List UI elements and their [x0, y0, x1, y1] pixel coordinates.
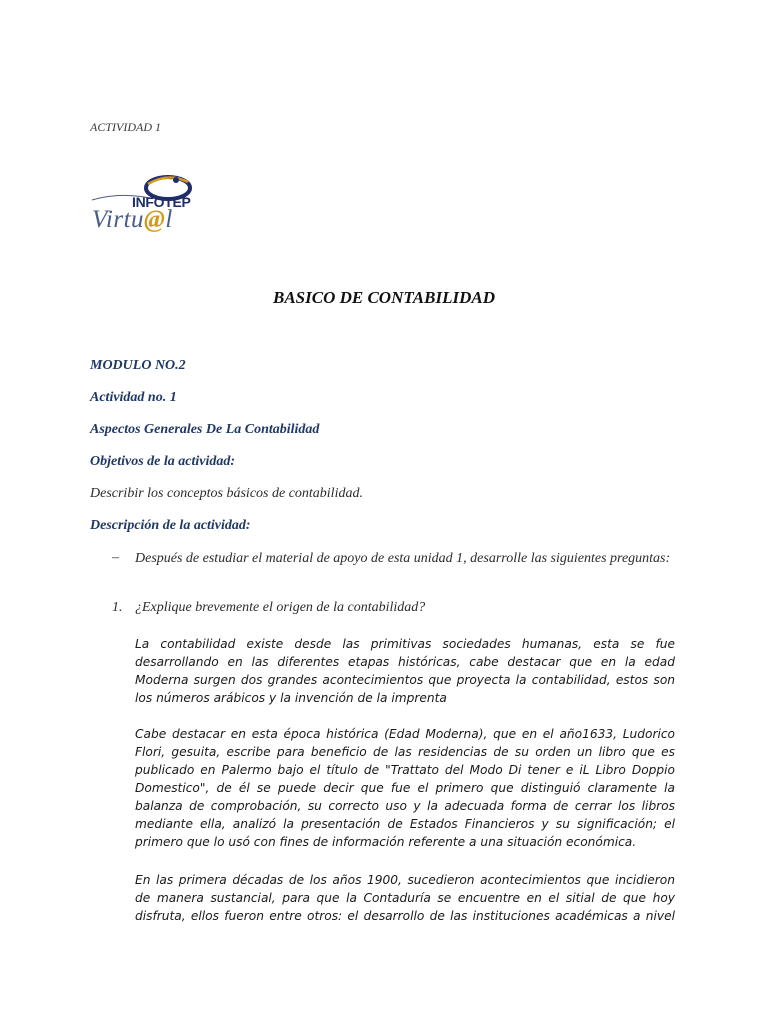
- logo-virtual-pre: Virtu: [92, 206, 145, 233]
- objectives-heading: Objetivos de la actividad:: [90, 454, 236, 469]
- topic-heading: Aspectos Generales De La Contabilidad: [90, 422, 320, 437]
- module-heading: MODULO NO.2: [90, 358, 186, 373]
- question-number: 1.: [112, 600, 123, 615]
- infotep-virtual-logo: [90, 170, 200, 238]
- document-title: BASICO DE CONTABILIDAD: [272, 288, 495, 307]
- description-heading: Descripción de la actividad:: [90, 518, 251, 533]
- logo-virtual-text: [92, 206, 173, 234]
- logo-at-sign: @: [144, 206, 166, 233]
- answer-paragraph-2: Cabe destacar en esta época histórica (Edad Moderna), que en el año1633, Ludorico Flori, gesuita, escribe para beneficio de las residencias de su orden un libro que es publicado en Palermo bajo el título de "Trattato del Modo Di tener e iL Libro Doppio Domestico", de él se puede decir que fue el primero que distinguió claramente la balanza de comprobación, su correcto uso y la adecuada forma de cerrar los libros mediante ella, analizó la presentación de Estados Financieros y su significación; el primero que lo usó con fines de información referente a una situación económica.: [135, 727, 675, 849]
- activity-number-heading: Actividad no. 1: [90, 390, 177, 405]
- answer-paragraph-3: En las primera décadas de los años 1900, sucedieron acontecimientos que incidieron de manera sustancial, para que la Contaduría se encuentre en el sitial de que hoy disfruta, ellos fueron entre otros: el desarrollo de las instituciones académicas a nivel: [135, 873, 675, 923]
- bullet-dash: –: [112, 550, 119, 565]
- objectives-text: Describir los conceptos básicos de contabilidad.: [90, 486, 363, 501]
- logo-infotep-text: INFOTEP: [132, 194, 191, 210]
- answer-paragraph-1: La contabilidad existe desde las primitivas sociedades humanas, esta se fue desarrollando en las diferentes etapas históricas, cabe destacar que en la edad Moderna surgen dos grandes acontecimientos que proyecta la contabilidad, estos son los números arábicos y la invención de la imprenta: [135, 637, 675, 705]
- question-text: ¿Explique brevemente el origen de la contabilidad?: [135, 600, 426, 615]
- logo-virtual-post: l: [165, 206, 173, 233]
- bullet-text: Después de estudiar el material de apoyo de esta unidad 1, desarrolle las siguientes preguntas:: [135, 551, 671, 566]
- activity-header-label: ACTIVIDAD 1: [90, 120, 161, 134]
